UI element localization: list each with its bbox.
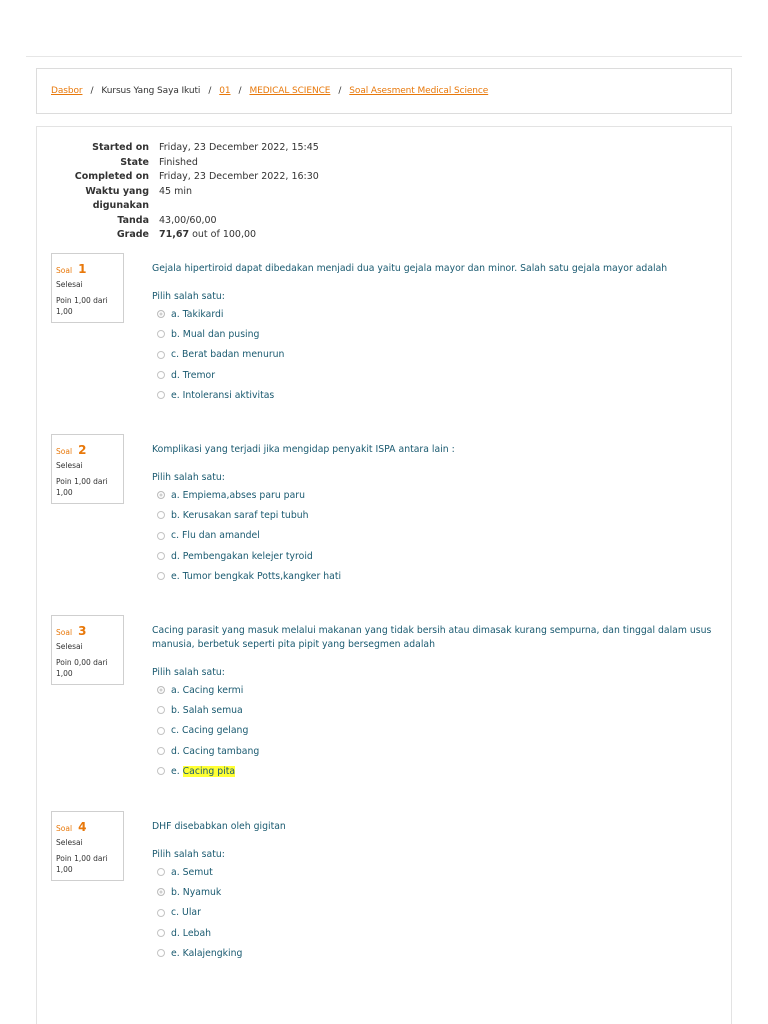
summary-row-time [37, 185, 319, 214]
question-text: Cacing parasit yang masuk melalui makanan yang tidak bersih atau dimasak kurang sempurna, dan tinggal dalam usus manusia, berbetuk seperti pita pipit yang bersegmen adalah [152, 625, 712, 650]
grade-line: 1,00 [56, 488, 73, 497]
summary-label-line: digunakan [92, 200, 149, 211]
radio-button[interactable] [157, 727, 165, 735]
question-grade [56, 853, 119, 875]
summary-value: 43,00/60,00 [159, 214, 217, 226]
radio-button[interactable] [157, 888, 165, 896]
option-label: e. Tumor bengkak Potts,kangker hati [171, 570, 342, 582]
radio-button[interactable] [157, 310, 165, 318]
answer-prompt: Pilih salah satu: [152, 291, 225, 302]
answer-option[interactable] [157, 903, 242, 923]
question-text: Gejala hipertiroid dapat dibedakan menjadi dua yaitu gejala mayor dan minor. Salah satu gejala mayor adalah [152, 263, 668, 274]
question-text: DHF disebabkan oleh gigitan [152, 821, 286, 832]
question-state: Selesai [56, 461, 83, 470]
question-state: Selesai [56, 838, 83, 847]
summary-value: Finished [159, 156, 198, 168]
question-number: 4 [78, 820, 87, 834]
answer-options [157, 485, 341, 586]
summary-label [37, 185, 149, 214]
option-label: b. Kerusakan saraf tepi tubuh [171, 509, 309, 521]
answer-option[interactable] [157, 345, 284, 365]
answer-option[interactable] [157, 741, 259, 761]
question-grade [56, 295, 119, 317]
summary-value: Friday, 23 December 2022, 16:30 [159, 171, 319, 182]
question-number: 1 [78, 262, 87, 276]
option-label: d. Tremor [171, 369, 216, 381]
answer-option[interactable] [157, 761, 259, 781]
summary-value [149, 228, 256, 243]
summary-row-marks [37, 214, 319, 229]
question-number: 2 [78, 443, 87, 457]
radio-button[interactable] [157, 868, 165, 876]
breadcrumb-quiz-link[interactable]: Soal Asesment Medical Science [349, 86, 489, 96]
grade-line: 1,00 [56, 307, 73, 316]
summary-value: Friday, 23 December 2022, 15:45 [159, 142, 319, 153]
question-label: Soal [56, 628, 73, 637]
summary-row-state [37, 156, 319, 171]
question-label: Soal [56, 824, 73, 833]
radio-button[interactable] [157, 747, 165, 755]
grade-line: 1,00 [56, 669, 73, 678]
answer-option[interactable] [157, 700, 259, 720]
option-label: b. Nyamuk [171, 886, 222, 898]
summary-row-completed [37, 170, 319, 185]
radio-button[interactable] [157, 491, 165, 499]
summary-label: Started on [92, 142, 149, 153]
breadcrumb-dashboard-link[interactable]: Dasbor [51, 86, 83, 96]
radio-button[interactable] [157, 351, 165, 359]
radio-button[interactable] [157, 511, 165, 519]
radio-button[interactable] [157, 686, 165, 694]
radio-button[interactable] [157, 949, 165, 957]
breadcrumb-category-link[interactable]: 01 [219, 86, 231, 96]
option-label: e. Kalajengking [171, 947, 243, 959]
answer-option[interactable] [157, 862, 242, 882]
radio-button[interactable] [157, 706, 165, 714]
radio-button[interactable] [157, 929, 165, 937]
question-number: 3 [78, 624, 87, 638]
question-grade [56, 476, 119, 498]
answer-option[interactable] [157, 680, 259, 700]
option-label [171, 766, 235, 777]
answer-option[interactable] [157, 324, 284, 344]
summary-row-started [37, 141, 319, 156]
option-label: c. Ular [171, 907, 201, 919]
option-label: e. Intoleransi aktivitas [171, 389, 275, 401]
answer-option[interactable] [157, 882, 242, 902]
option-label: d. Lebah [171, 927, 212, 939]
answer-option[interactable] [157, 923, 242, 943]
option-label: a. Empiema,abses paru paru [171, 489, 305, 501]
question-info-box [51, 434, 124, 504]
highlighted-text: Cacing pita [182, 765, 236, 777]
summary-label: Completed on [74, 171, 149, 182]
answer-prompt: Pilih salah satu: [152, 849, 225, 860]
radio-button[interactable] [157, 572, 165, 580]
option-label: b. Mual dan pusing [171, 328, 260, 340]
question-label: Soal [56, 447, 73, 456]
answer-option[interactable] [157, 304, 284, 324]
answer-option[interactable] [157, 485, 341, 505]
option-label: c. Berat badan menurun [171, 349, 285, 361]
radio-button[interactable] [157, 532, 165, 540]
breadcrumb-separator: / [208, 86, 212, 96]
attempt-summary-table [37, 141, 319, 243]
question-info-box [51, 253, 124, 323]
answer-option[interactable] [157, 721, 259, 741]
option-prefix: e. [171, 765, 183, 777]
grade-line: Poin 1,00 dari [56, 296, 108, 305]
breadcrumb-course-link[interactable]: MEDICAL SCIENCE [249, 86, 331, 96]
radio-button[interactable] [157, 552, 165, 560]
grade-line: Poin 1,00 dari [56, 854, 108, 863]
radio-button[interactable] [157, 391, 165, 399]
radio-button[interactable] [157, 767, 165, 775]
question-label: Soal [56, 266, 73, 275]
radio-button[interactable] [157, 909, 165, 917]
breadcrumb-separator: / [238, 86, 242, 96]
summary-label-line: Waktu yang [85, 185, 149, 197]
question-state: Selesai [56, 642, 83, 651]
grade-line: 1,00 [56, 865, 73, 874]
option-label: a. Cacing kermi [171, 684, 244, 696]
breadcrumb [36, 68, 732, 114]
summary-label: State [120, 156, 149, 168]
option-label: a. Semut [171, 866, 213, 878]
grade-scale: out of 100,00 [192, 229, 257, 240]
answer-option[interactable] [157, 546, 341, 566]
answer-option[interactable] [157, 566, 341, 586]
answer-options [157, 304, 284, 405]
answer-prompt: Pilih salah satu: [152, 472, 225, 483]
summary-value: 45 min [159, 185, 193, 197]
grade-line: Poin 1,00 dari [56, 477, 108, 486]
breadcrumb-separator: / [90, 86, 94, 96]
top-divider [26, 56, 742, 57]
breadcrumb-courses: Kursus Yang Saya Ikuti [101, 86, 201, 96]
quiz-review-region [36, 126, 732, 1024]
radio-button[interactable] [157, 330, 165, 338]
answer-option[interactable] [157, 505, 341, 525]
question-info-box [51, 811, 124, 881]
summary-label: Tanda [117, 214, 149, 226]
question-info-box [51, 615, 124, 685]
option-label: d. Pembengakan kelejer tyroid [171, 550, 313, 562]
answer-option[interactable] [157, 365, 284, 385]
breadcrumb-separator: / [338, 86, 342, 96]
grade-line: Poin 0,00 dari [56, 658, 108, 667]
question-state: Selesai [56, 280, 83, 289]
answer-options [157, 680, 259, 781]
option-label: c. Cacing gelang [171, 725, 249, 737]
option-label: c. Flu dan amandel [171, 530, 260, 542]
option-label: d. Cacing tambang [171, 745, 260, 757]
answer-option[interactable] [157, 385, 284, 405]
option-label: b. Salah semua [171, 704, 243, 716]
radio-button[interactable] [157, 371, 165, 379]
grade-score: 71,67 [159, 229, 190, 240]
summary-row-grade [37, 228, 319, 243]
question-text: Komplikasi yang terjadi jika mengidap penyakit ISPA antara lain : [152, 444, 455, 455]
answer-prompt: Pilih salah satu: [152, 667, 225, 678]
answer-options [157, 862, 242, 963]
summary-label: Grade [116, 229, 149, 240]
option-label: a. Takikardi [171, 308, 224, 320]
question-grade [56, 657, 119, 679]
answer-option[interactable] [157, 943, 242, 963]
answer-option[interactable] [157, 526, 341, 546]
